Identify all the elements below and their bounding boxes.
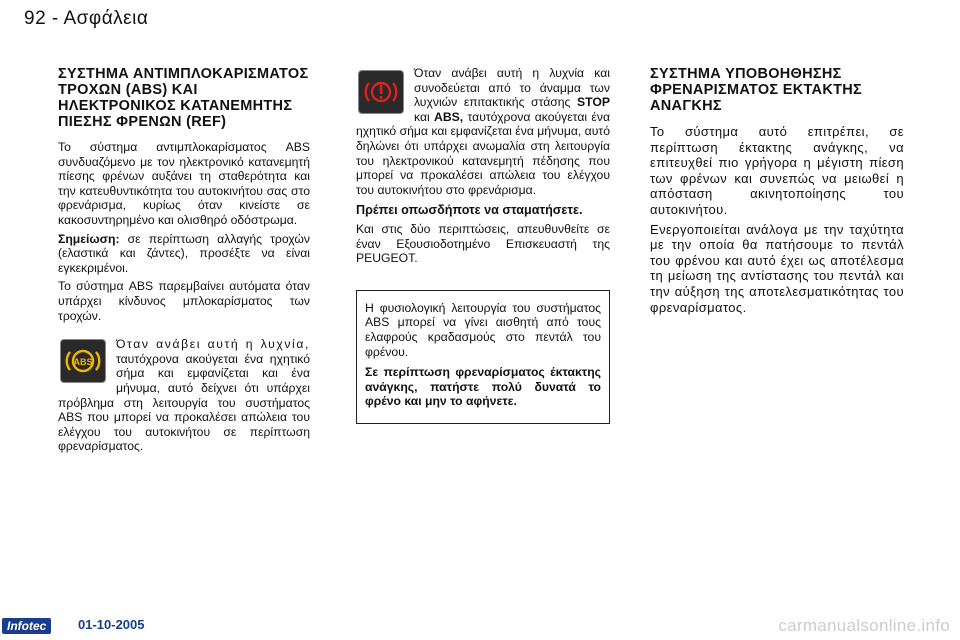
info-box-paragraph: Η φυσιολογική λειτουργία του συστήματος ABS μπορεί να γίνει αισθητή από τους ελαφρούς κραδασμούς στο πεντάλ του φρένου. xyxy=(365,300,601,359)
ref-text-c: ταυτόχρονα ακούγεται ένα ηχητικό σήμα και εμφανίζεται ένα μήνυμα, αυτό δηλώνει ότι υπάρχει ανωμαλία στη λειτουργία του ηλεκτρονικού κατανεμητή πέδησης που μπορεί να προκαλέσει απώλεια του ελέγχου του αυτοκινήτου στο φρενάρισμα. xyxy=(356,109,610,197)
infotec-logo: Infotec xyxy=(2,618,51,634)
emergency-brake-title: ΣΥΣΤΗΜΑ ΥΠΟΒΟΗΘΗΣΗΣ ΦΡΕΝΑΡΙΣΜΑΤΟΣ ΕΚΤΑΚΤΗΣ ΑΝΑΓΚΗΣ xyxy=(650,66,863,114)
ref-text-a: Όταν ανάβει αυτή η λυχνία και συνοδεύεται από το άναμμα των λυχνιών επιτακτικής στάσης xyxy=(414,66,610,110)
abs-note-paragraph xyxy=(58,232,310,276)
stop-label: STOP xyxy=(577,95,610,110)
abs-warning-icon xyxy=(60,339,106,383)
ref-section xyxy=(356,66,610,424)
info-box xyxy=(356,290,610,424)
emergency-brake-paragraph-1: Το σύστημα αυτό επιτρέπει, σε περίπτωση έκτακτης ανάγκης, να επιτευχθεί πιο γρήγορα η μέγιστη πίεση των φρένων και συνεπώς να μειωθεί η απόσταση ακινητοποίησης του αυτοκινήτου. xyxy=(650,124,904,217)
page-header: 92 - Ασφάλεια xyxy=(24,8,149,29)
watermark: carmanualsonline.info xyxy=(778,616,950,635)
brake-warning-icon xyxy=(358,70,404,114)
abs-warning-text: ταυτόχρονα ακούγεται ένα ηχητικό σήμα και εμφανίζεται και ένα μήνυμα, αυτό δείχνει ότι υπάρχει πρόβλημα στη λειτουργία του συστήματος ABS που μπορεί να προκαλέσει απώλεια του ελέγχου του αυτοκινήτου σε περίπτωση φρεναρίσματος. xyxy=(58,351,310,454)
info-box-emphasis: Σε περίπτωση φρεναρίσματος έκτακτης ανάγκης, πατήστε πολύ δυνατά το φρένο και μην το αφήνετε. xyxy=(365,365,601,409)
svg-text:ABS: ABS xyxy=(73,357,93,368)
abs-label: ABS, xyxy=(434,109,464,124)
note-text: σε περίπτωση αλλαγής τροχών (ελαστικά και ζάντες), προσέξτε να είναι εγκεκριμένοι. xyxy=(58,231,310,275)
stop-warning: Πρέπει οπωσδήποτε να σταματήσετε. xyxy=(356,203,583,218)
note-label: Σημείωση: xyxy=(58,231,120,246)
abs-warning-lead: Όταν ανάβει αυτή η λυχνία, xyxy=(116,337,310,352)
abs-warning-block xyxy=(58,337,310,454)
ref-text-b: και xyxy=(414,109,435,124)
emergency-brake-section xyxy=(650,66,904,319)
abs-section xyxy=(58,66,310,458)
abs-section-title: ΣΥΣΤΗΜΑ ΑΝΤΙΜΠΛΟΚΑΡΙΣΜΑΤΟΣ ΤΡΟΧΩΝ (ABS) ΚΑΙ ΗΛΕΚΤΡΟΝΙΚΟΣ ΚΑΤΑΝΕΜΗΤΗΣ ΠΙΕΣΗΣ ΦΡΕΝΩΝ (REF) xyxy=(58,66,309,130)
emergency-brake-paragraph-2: Ενεργοποιείται ανάλογα με την ταχύτητα με την οποία θα πατήσουμε το πεντάλ του φρένου και αυτό έχει ως αποτέλεσμα τη μείωση της αντίστασης του πεντάλ και την αύξηση της αποτελεσματικότητας του φρεναρίσματος. xyxy=(650,221,904,315)
footer xyxy=(0,616,960,640)
abs-auto-paragraph: Το σύστημα ABS παρεμβαίνει αυτόματα όταν υπάρχει κίνδυνος μπλοκαρίσματος των τροχών. xyxy=(58,279,310,323)
dealer-paragraph: Και στις δύο περιπτώσεις, απευθυνθείτε σε έναν Εξουσιοδοτημένο Επισκευαστή της PEUGEOT. xyxy=(356,221,610,266)
footer-date: 01-10-2005 xyxy=(78,617,145,632)
abs-intro-paragraph: Το σύστημα αντιμπλοκαρίσματος ABS συνδυαζόμενο με τον ηλεκτρονικό κατανεμητή πίεσης φρένων αυξάνει τη σταθερότητα και την κατευθυντικότητα του αυτοκινήτου σας στο φρενάρισμα, κυρίως όταν κινείστε σε κακοσυντηρημένο και ολισθηρό οδόστρωμα. xyxy=(58,140,310,227)
